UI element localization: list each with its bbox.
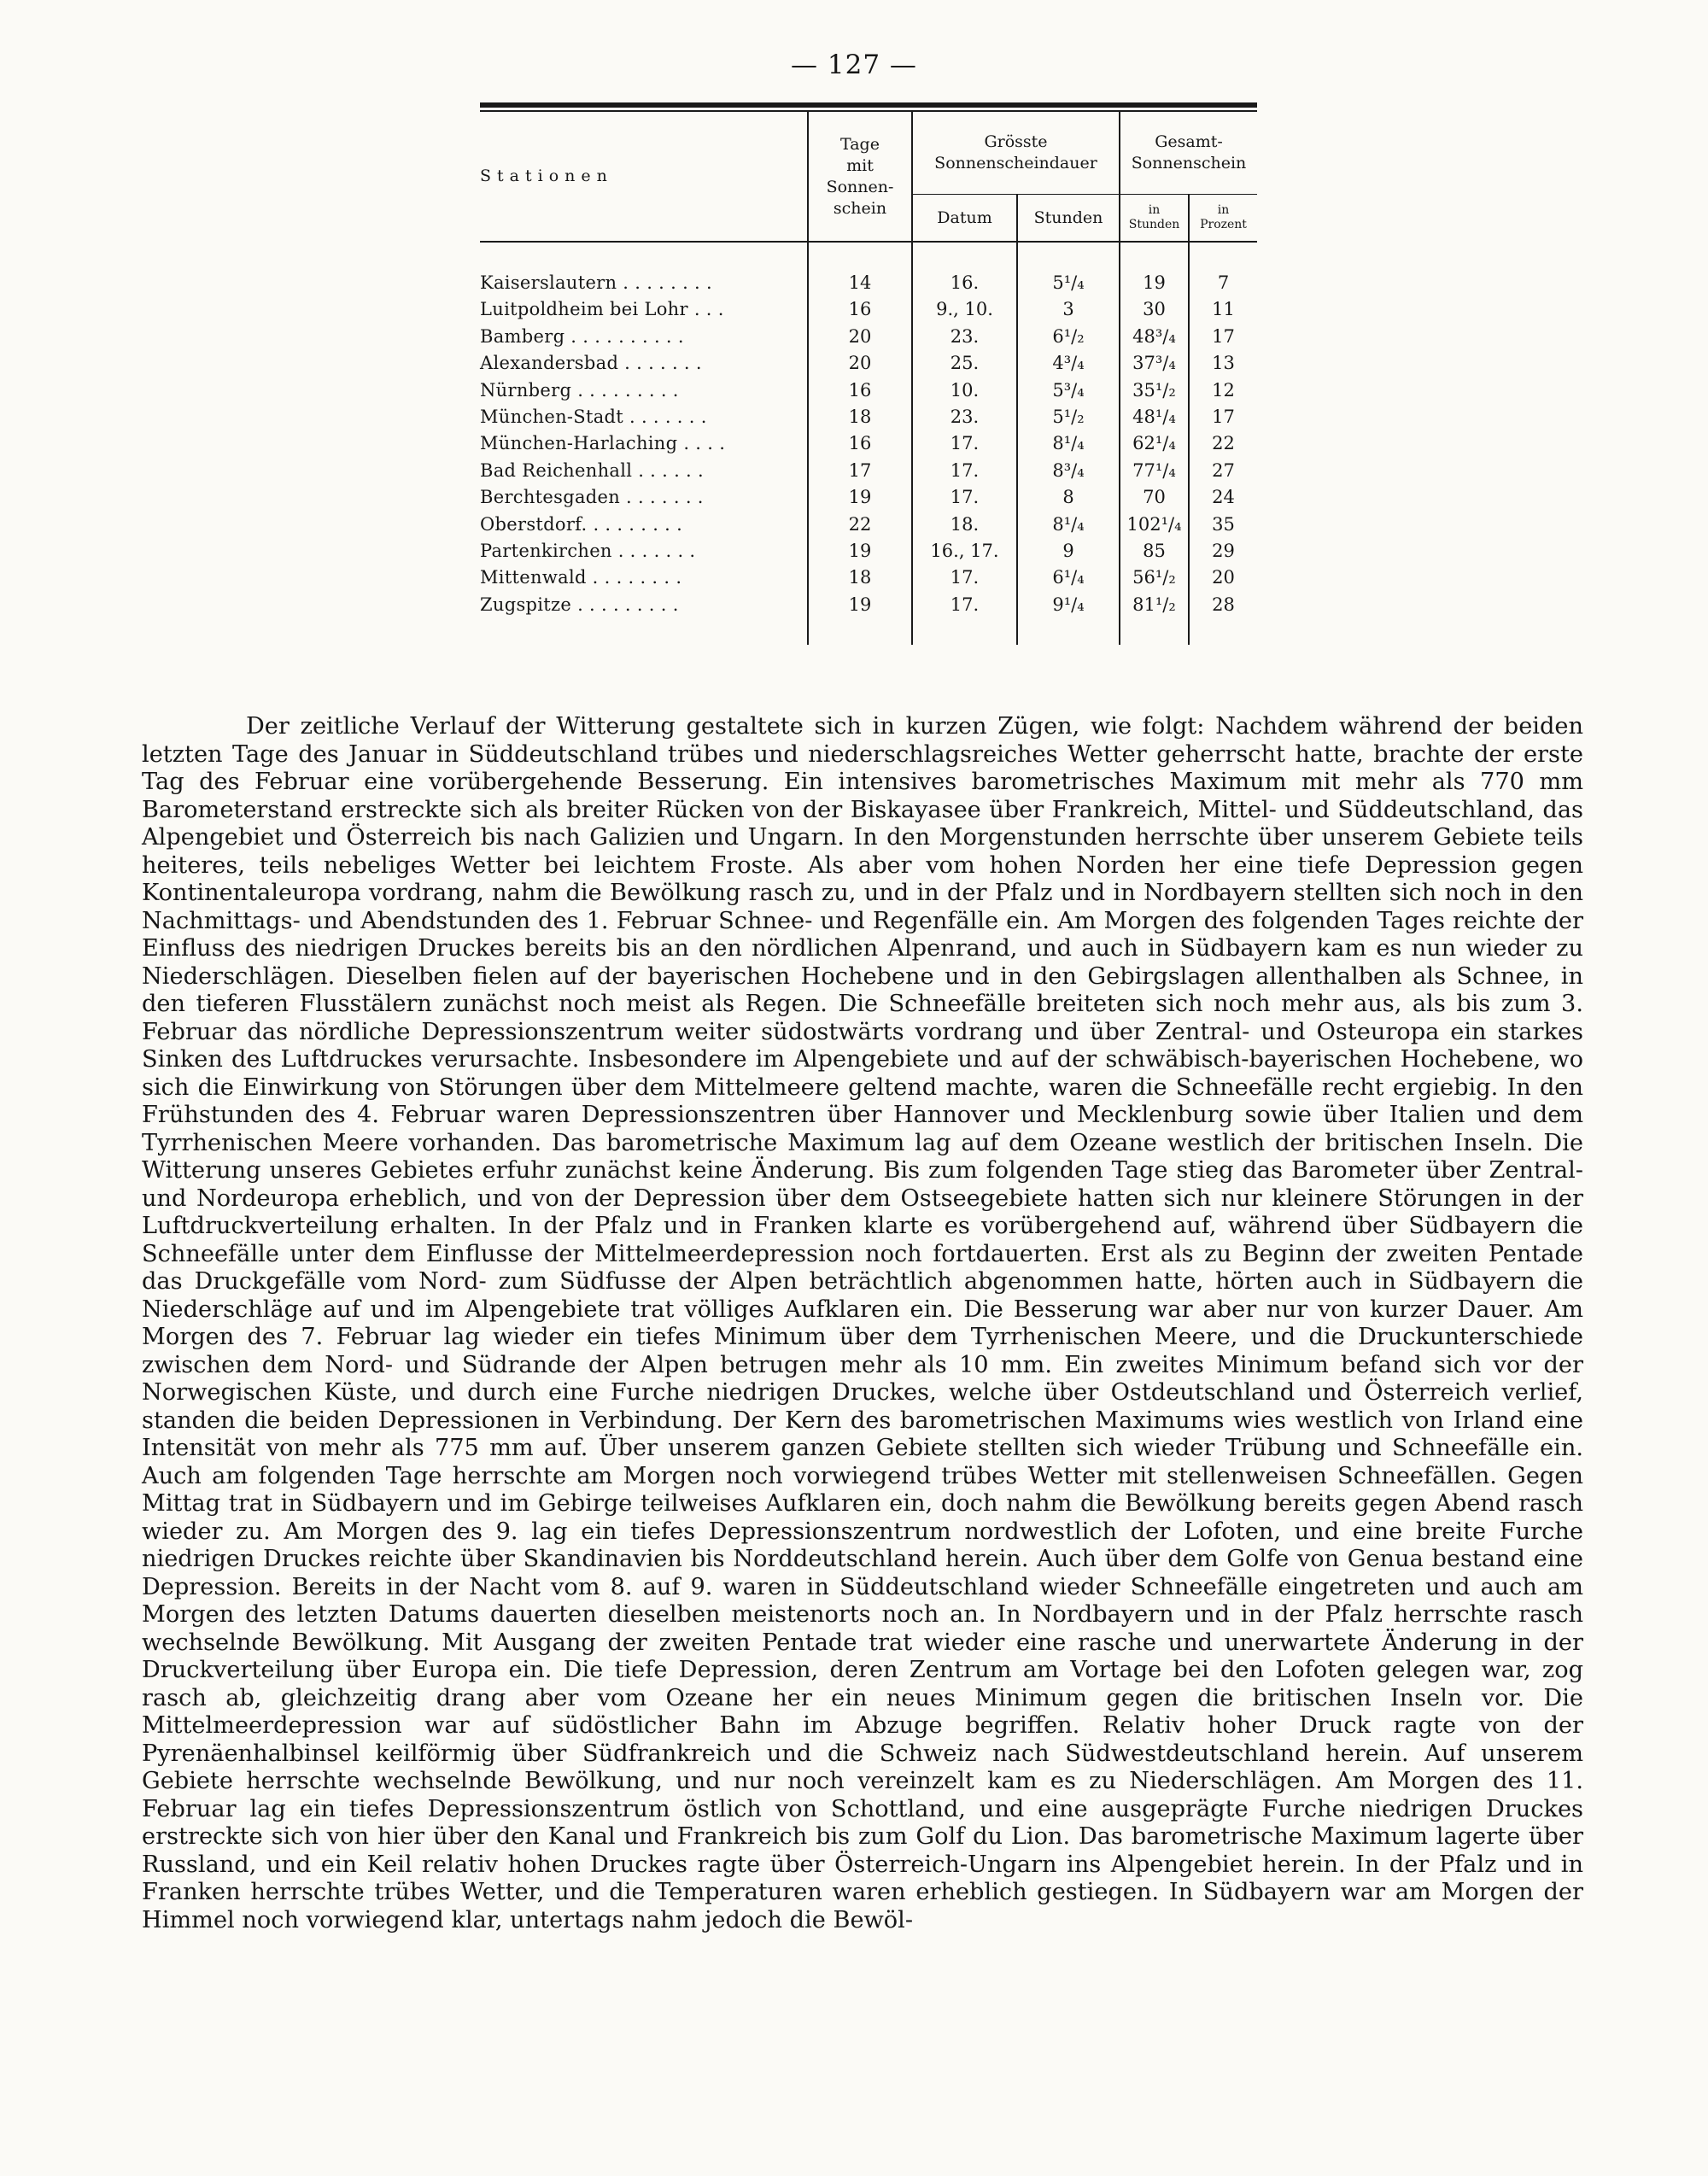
header-date: Datum — [912, 195, 1017, 243]
days-value: 20 — [808, 323, 912, 349]
station-name: Berchtesgaden . . . . . . . — [480, 487, 704, 508]
table-row — [480, 350, 1257, 377]
percent-value: 13 — [1189, 350, 1257, 377]
days-value: 19 — [808, 484, 912, 511]
hours-value: 5¹/₂ — [1017, 403, 1120, 430]
station-name: Nürnberg . . . . . . . . . — [480, 379, 679, 401]
percent-value: 28 — [1189, 591, 1257, 617]
table-row — [480, 537, 1257, 564]
header-in-percent — [1189, 195, 1257, 243]
days-value: 19 — [808, 591, 912, 617]
date-value: 9., 10. — [912, 296, 1017, 323]
table-row — [480, 457, 1257, 483]
hours-value: 5³/₄ — [1017, 377, 1120, 403]
sunshine-data-table — [480, 112, 1257, 645]
days-value: 22 — [808, 511, 912, 537]
station-name: Mittenwald . . . . . . . . — [480, 567, 682, 588]
date-value: 25. — [912, 350, 1017, 377]
days-value: 18 — [808, 564, 912, 591]
hours-value: 9 — [1017, 537, 1120, 564]
table-row — [480, 484, 1257, 511]
sunshine-table — [480, 102, 1257, 645]
hours-value: 6¹/₂ — [1017, 323, 1120, 349]
page-number: — 127 — — [791, 50, 917, 80]
percent-value: 17 — [1189, 323, 1257, 349]
header-total-sunshine — [1120, 112, 1257, 195]
percent-value: 35 — [1189, 511, 1257, 537]
station-name: Bad Reichenhall . . . . . . — [480, 459, 704, 481]
station-name: Bamberg . . . . . . . . . . — [480, 325, 684, 347]
header-stations: Stationen — [480, 167, 613, 185]
total-hours-value: 19 — [1120, 269, 1189, 295]
days-value: 19 — [808, 537, 912, 564]
days-value: 16 — [808, 296, 912, 323]
header-in-percent-line-2: Prozent — [1200, 218, 1247, 231]
date-value: 18. — [912, 511, 1017, 537]
station-name: Alexandersbad . . . . . . . — [480, 353, 702, 374]
date-value: 17. — [912, 484, 1017, 511]
header-total-line-1: Gesamt- — [1155, 132, 1223, 151]
table-row — [480, 323, 1257, 349]
station-name: München-Stadt . . . . . . . — [480, 407, 707, 428]
header-days-line-3: Sonnen- — [826, 177, 894, 196]
header-max-duration — [912, 112, 1120, 195]
hours-value: 4³/₄ — [1017, 350, 1120, 377]
date-value: 17. — [912, 591, 1017, 617]
total-hours-value: 37³/₄ — [1120, 350, 1189, 377]
days-value: 17 — [808, 457, 912, 483]
days-value: 20 — [808, 350, 912, 377]
hours-value: 5¹/₄ — [1017, 269, 1120, 295]
hours-value: 8¹/₄ — [1017, 511, 1120, 537]
total-hours-value: 35¹/₂ — [1120, 377, 1189, 403]
hours-value: 8 — [1017, 484, 1120, 511]
total-hours-value: 70 — [1120, 484, 1189, 511]
header-in-hours-line-2: Stunden — [1128, 218, 1180, 231]
table-spacer-row — [480, 617, 1257, 644]
header-days-line-1: Tage — [840, 134, 880, 154]
header-days-line-2: mit — [846, 155, 874, 175]
total-hours-value: 48¹/₄ — [1120, 403, 1189, 430]
days-value: 16 — [808, 430, 912, 457]
total-hours-value: 77¹/₄ — [1120, 457, 1189, 483]
percent-value: 22 — [1189, 430, 1257, 457]
hours-value: 3 — [1017, 296, 1120, 323]
table-row — [480, 430, 1257, 457]
percent-value: 27 — [1189, 457, 1257, 483]
date-value: 17. — [912, 457, 1017, 483]
station-name: Kaiserslautern . . . . . . . . — [480, 272, 712, 294]
table-top-rule-thick — [480, 102, 1257, 108]
percent-value: 20 — [1189, 564, 1257, 591]
date-value: 16. — [912, 269, 1017, 295]
station-name: Partenkirchen . . . . . . . — [480, 540, 696, 561]
percent-value: 17 — [1189, 403, 1257, 430]
total-hours-value: 81¹/₂ — [1120, 591, 1189, 617]
header-days-line-4: schein — [833, 198, 887, 218]
days-value: 14 — [808, 269, 912, 295]
date-value: 16., 17. — [912, 537, 1017, 564]
header-max-duration-line-2: Sonnenscheindauer — [934, 154, 1097, 173]
table-row — [480, 269, 1257, 295]
hours-value: 9¹/₄ — [1017, 591, 1120, 617]
total-hours-value: 56¹/₂ — [1120, 564, 1189, 591]
total-hours-value: 102¹/₄ — [1120, 511, 1189, 537]
table-row — [480, 377, 1257, 403]
header-days-with-sunshine — [808, 112, 912, 242]
table-row — [480, 564, 1257, 591]
station-name: München-Harlaching . . . . — [480, 433, 726, 454]
header-hours: Stunden — [1017, 195, 1120, 243]
header-in-percent-line-1: in — [1217, 203, 1230, 217]
header-in-hours-line-1: in — [1148, 203, 1161, 217]
days-value: 16 — [808, 377, 912, 403]
body-paragraph: Der zeitliche Verlauf der Witterung gestaltete sich in kurzen Zügen, wie folgt: Nachdem während der beiden letzten Tage des Januar in Süddeutschland trübes und niederschlagsreiches Wetter geherrscht hatte, brachte der erste Tag des Februar eine vorübergehende Besserung. Ein intensives barometrisches Maximum mit mehr als 770 mm Barometerstand erstreckte sich als breiter Rücken von der Biskayasee über Frankreich, Mittel- und Süddeutschland, das Alpengebiet und Österreich bis nach Galizien und Ungarn. In den Morgenstunden herrschte über unserem Gebiete teils heiteres, teils nebeliges Wetter bei leichtem Froste. Als aber vom hohen Norden her eine tiefe Depression gegen Kontinentaleuropa vordrang, nahm die Bewölkung rasch zu, und in der Pfalz und in Nordbayern stellten sich noch in den Nachmittags- und Abendstunden des 1. Februar Schnee- und Regenfälle ein. Am Morgen des folgenden Tages reichte der Einfluss des niedrigen Druckes bereits bis an den nördlichen Alpenrand, und auch in Südbayern kam es nun wieder zu Niederschlägen. Dieselben fielen auf der bayerischen Hochebene und in den Gebirgslagen allenthalben als Schnee, in den tieferen Flusstälern zunächst noch meist als Regen. Die Schneefälle breiteten sich noch mehr aus, als bis zum 3. Februar das nördliche Depressionszentrum weiter südostwärts vordrang und über Zentral- und Osteuropa ein starkes Sinken des Luftdruckes verursachte. Insbesondere im Alpengebiete und auf der schwäbisch-bayerischen Hochebene, wo sich die Einwirkung von Störungen über dem Mittelmeere geltend machte, waren die Schneefälle recht ergiebig. In den Frühstunden des 4. Februar waren Depressionszentren über Hannover und Mecklenburg sowie über Italien und dem Tyrrhenischen Meere vorhanden. Das barometrische Maximum lag auf dem Ozeane westlich der britischen Inseln. Die Witterung unseres Gebietes erfuhr zunächst keine Änderung. Bis zum folgenden Tage stieg das Barometer über Zentral- und Nordeuropa erheblich, und von der Depression über dem Ostseegebiete hatten sich nur kleinere Störungen in der Luftdruckverteilung erhalten. In der Pfalz und in Franken klarte es vorübergehend auf, während über Südbayern die Schneefälle unter dem Einflusse der Mittelmeerdepression noch fortdauerten. Erst als zu Beginn der zweiten Pentade das Druckgefälle vom Nord- zum Südfusse der Alpen beträchtlich abgenommen hatte, hörten auch in Südbayern die Niederschläge auf und im Alpengebiete trat völliges Aufklaren ein. Die Besserung war aber nur von kurzer Dauer. Am Morgen des 7. Februar lag wieder ein tiefes Minimum über dem Tyrrhenischen Meere, und die Druckunterschiede zwischen dem Nord- und Südrande der Alpen betrugen mehr als 10 mm. Ein zweites Minimum befand sich vor der Norwegischen Küste, und durch eine Furche niedrigen Druckes, welche über Ostdeutschland und Österreich verlief, standen die beiden Depressionen in Verbindung. Der Kern des barometrischen Maximums wies westlich von Irland eine Intensität von mehr als 775 mm auf. Über unserem ganzen Gebiete stellten sich wieder Trübung und Schneefälle ein. Auch am folgenden Tage herrschte am Morgen noch vorwiegend trübes Wetter mit stellenweisen Schneefällen. Gegen Mittag trat in Südbayern und im Gebirge teilweises Aufklaren ein, doch nahm die Bewölkung bereits gegen Abend rasch wieder zu. Am Morgen des 9. lag ein tiefes Depressionszentrum nordwestlich der Lofoten, und eine breite Furche niedrigen Druckes reichte über Skandinavien bis Norddeutschland herein. Auch über dem Golfe von Genua bestand eine Depression. Bereits in der Nacht vom 8. auf 9. waren in Süddeutschland wieder Schneefälle eingetreten und auch am Morgen des letzten Datums dauerten dieselben meistenorts noch an. In Nordbayern und in der Pfalz herrschte rasch wechselnde Bewölkung. Mit Ausgang der zweiten Pentade trat wieder eine rasche und unerwartete Änderung in der Druckverteilung über Europa ein. Die tiefe Depression, deren Zentrum am Vortage bei den Lofoten gelegen war, zog rasch ab, gleichzeitig drang aber vom Ozeane her ein neues Minimum gegen die britischen Inseln vor. Die Mittelmeerdepression war auf südöstlicher Bahn im Abzuge begriffen. Relativ hoher Druck ragte von der Pyrenäenhalbinsel keilförmig über Südfrankreich und die Schweiz nach Südwestdeutschland herein. Auf unserem Gebiete herrschte wechselnde Bewölkung, und nur noch vereinzelt kam es zu Niederschlägen. Am Morgen des 11. Februar lag ein tiefes Depressionszentrum östlich von Schottland, und eine ausgeprägte Furche niedrigen Druckes erstreckte sich von hier über den Kanal und Frankreich bis zum Golf du Lion. Das barometrische Maximum lagerte über Russland, und ein Keil relativ hohen Druckes ragte über Österreich-Ungarn ins Alpengebiet herein. In der Pfalz und in Franken herrschte trübes Wetter, und die Temperaturen waren erheblich gestiegen. In Südbayern war am Morgen der Himmel noch vorwiegend klar, untertags nahm jedoch die Bewöl- — [142, 713, 1583, 1933]
date-value: 23. — [912, 403, 1017, 430]
header-max-duration-line-1: Grösste — [984, 132, 1048, 151]
hours-value: 8³/₄ — [1017, 457, 1120, 483]
percent-value: 29 — [1189, 537, 1257, 564]
header-total-line-2: Sonnenschein — [1131, 154, 1247, 173]
total-hours-value: 62¹/₄ — [1120, 430, 1189, 457]
header-in-hours — [1120, 195, 1189, 243]
days-value: 18 — [808, 403, 912, 430]
hours-value: 8¹/₄ — [1017, 430, 1120, 457]
date-value: 10. — [912, 377, 1017, 403]
hours-value: 6¹/₄ — [1017, 564, 1120, 591]
station-name: Zugspitze . . . . . . . . . — [480, 594, 679, 615]
total-hours-value: 30 — [1120, 296, 1189, 323]
station-name: Luitpoldheim bei Lohr . . . — [480, 299, 724, 320]
percent-value: 11 — [1189, 296, 1257, 323]
table-row — [480, 403, 1257, 430]
total-hours-value: 85 — [1120, 537, 1189, 564]
table-spacer-row — [480, 242, 1257, 269]
total-hours-value: 48³/₄ — [1120, 323, 1189, 349]
table-row — [480, 296, 1257, 323]
date-value: 17. — [912, 564, 1017, 591]
percent-value: 12 — [1189, 377, 1257, 403]
station-name: Oberstdorf. . . . . . . . . — [480, 513, 683, 535]
table-row — [480, 511, 1257, 537]
percent-value: 7 — [1189, 269, 1257, 295]
table-row — [480, 591, 1257, 617]
date-value: 17. — [912, 430, 1017, 457]
percent-value: 24 — [1189, 484, 1257, 511]
date-value: 23. — [912, 323, 1017, 349]
